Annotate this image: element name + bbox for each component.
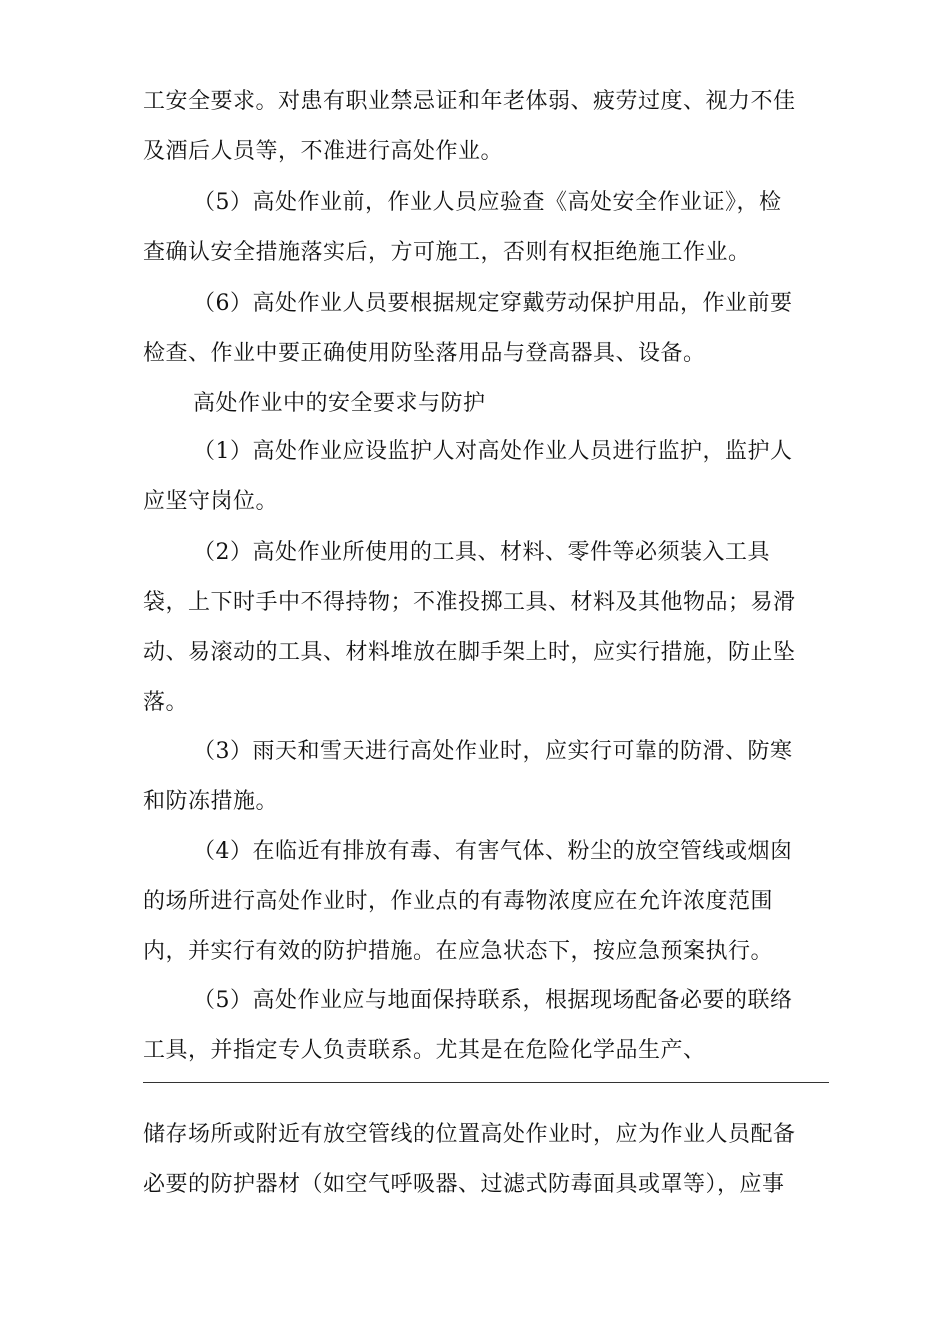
text-line-16: （4）在临近有排放有毒、有害气体、粉尘的放空管线或烟囱 [193, 839, 793, 864]
text-line-21: 储存场所或附近有放空管线的位置高处作业时，应为作业人员配备 [143, 1122, 796, 1147]
text-line-1: 工安全要求。对患有职业禁忌证和年老体弱、疲劳过度、视力不佳 [143, 89, 796, 114]
text-line-3: （5）高处作业前，作业人员应验查《高处安全作业证》，检 [193, 190, 782, 215]
page-break-divider [143, 1082, 829, 1083]
text-line-5: （6）高处作业人员要根据规定穿戴劳动保护用品，作业前要 [193, 291, 793, 316]
text-line-2: 及酒后人员等，不准进行高处作业。 [143, 139, 504, 164]
text-line-8: （1）高处作业应设监护人对高处作业人员进行监护，监护人 [193, 439, 793, 464]
text-line-18: 内，并实行有效的防护措施。在应急状态下，按应急预案执行。 [143, 939, 774, 964]
text-line-11: 袋，上下时手中不得持物；不准投掷工具、材料及其他物品；易滑 [143, 590, 796, 615]
text-line-9: 应坚守岗位。 [143, 489, 279, 514]
text-line-6: 检查、作业中要正确使用防坠落用品与登高器具、设备。 [143, 341, 706, 366]
text-line-4: 查确认安全措施落实后，方可施工，否则有权拒绝施工作业。 [143, 240, 751, 265]
text-line-10: （2）高处作业所使用的工具、材料、零件等必须装入工具 [193, 540, 770, 565]
text-line-12: 动、易滚动的工具、材料堆放在脚手架上时，应实行措施，防止坠 [143, 640, 796, 665]
section-heading: 高处作业中的安全要求与防护 [193, 391, 486, 416]
text-line-19: （5）高处作业应与地面保持联系，根据现场配备必要的联络 [193, 988, 793, 1013]
text-line-20: 工具，并指定专人负责联系。尤其是在危险化学品生产、 [143, 1038, 706, 1063]
text-line-22: 必要的防护器材（如空气呼吸器、过滤式防毒面具或罩等），应事 [143, 1172, 785, 1197]
text-line-13: 落。 [143, 690, 189, 715]
text-line-17: 的场所进行高处作业时，作业点的有毒物浓度应在允许浓度范围 [143, 889, 774, 914]
text-line-14: （3）雨天和雪天进行高处作业时，应实行可靠的防滑、防寒 [193, 739, 793, 764]
text-line-15: 和防冻措施。 [143, 789, 279, 814]
